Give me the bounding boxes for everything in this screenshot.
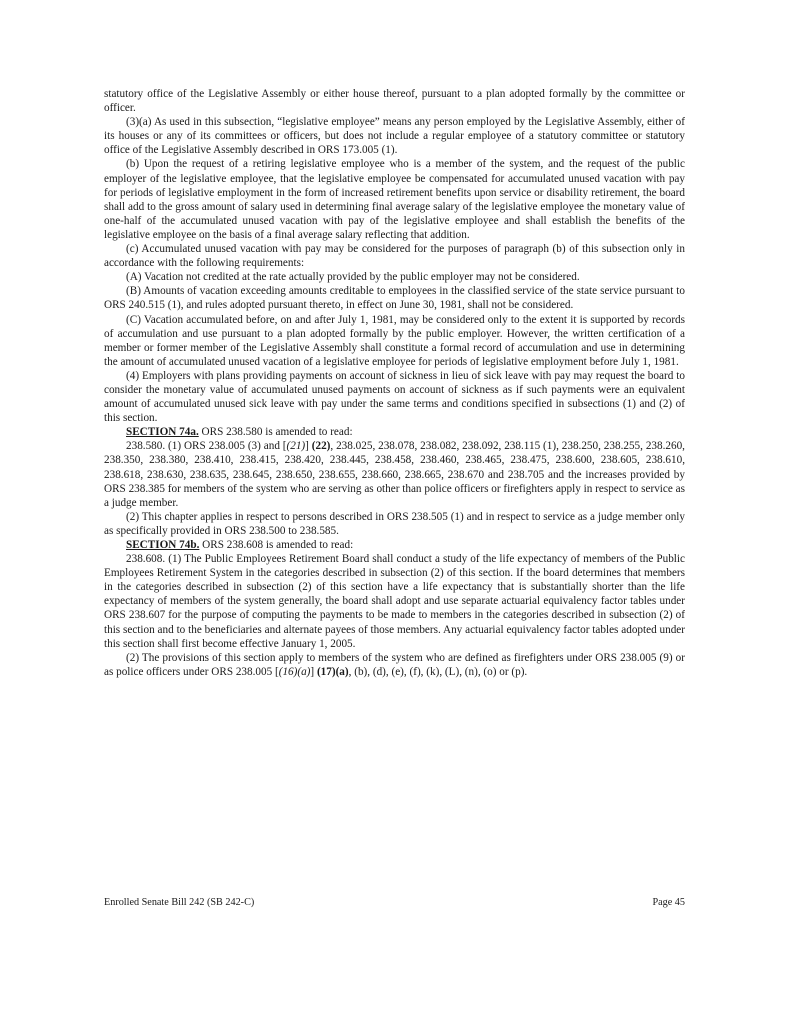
paragraph-continuation: statutory office of the Legislative Assembly or either house thereof, pursuant to a plan adopted formally by the committee or officer. — [104, 88, 685, 115]
text-run: ] — [305, 440, 312, 453]
paragraph-4: (4) Employers with plans providing payments on account of sickness in lieu of sick leave with pay may request the board to consider the monetary value of accumulated unused payments on account of sickness as if such payments were an equivalent amount of accumulated unused sick leave with pay under the same terms and conditions specified in subsections (1) and (2) of this section. — [104, 369, 685, 425]
paragraph-3c: (c) Accumulated unused vacation with pay may be considered for the purposes of paragraph (b) of this subsection only in accordance with the following requirements: — [104, 243, 685, 270]
paragraph-3b: (b) Upon the request of a retiring legislative employee who is a member of the system, and the request of the public employer of the legislative employee, that the legislative employee be compensated for accumulated unused vacation with pay for periods of legislative employment in the form of increased retirement benefits upon service or disability retirement, the board shall add to the gross amount of salary used in determining final average salary of the legislative employee the monetary value of one-half of the accumulated unused vacation with pay of the legislative employee and shall establish the benefits of the legislative employee on the basis of a final average salary reflecting that addition. — [104, 158, 685, 241]
deleted-text: (16)(a) — [278, 665, 311, 678]
page-number: Page 45 — [652, 897, 685, 908]
bill-identifier: Enrolled Senate Bill 242 (SB 242-C) — [104, 897, 255, 908]
text-run: , (b), (d), (e), (f), (k), (L), (n), (o) or (p). — [348, 665, 528, 678]
section-74a-intro-text: ORS 238.580 is amended to read: — [198, 426, 353, 439]
text-run: 238.580. (1) ORS 238.005 (3) and [ — [126, 440, 287, 453]
paragraph-3c-A: (A) Vacation not credited at the rate actually provided by the public employer may not be considered. — [126, 271, 580, 284]
section-74a-heading: SECTION 74a. — [126, 426, 199, 439]
paragraph-3c-C: (C) Vacation accumulated before, on and after July 1, 1981, may be considered only to the extent it is supported by records of accumulation and use pursuant to a plan adopted formally by the public employer. However, the written certification of a member or former member of the Legislative Assembly shall constitute a formal record of accumulation and use in determining the amount of accumulated unused vacation of a legislative employee for periods of legislative employment before July 1, 1981. — [104, 313, 685, 368]
text-run: ] — [310, 665, 317, 678]
added-text: (22) — [311, 440, 331, 453]
ors-238-580-subsection-1 — [104, 439, 685, 509]
section-74b-heading: SECTION 74b. — [126, 539, 200, 551]
bill-body — [104, 87, 685, 679]
section-74a-intro — [104, 425, 685, 439]
ors-238-608-subsection-2 — [104, 651, 685, 679]
paragraph-3c-B: (B) Amounts of vacation exceeding amounts creditable to employees in the classified service of the state service pursuant to ORS 240.515 (1), and rules adopted pursuant thereto, in effect on June 30, 1981, shall not be considered. — [104, 285, 685, 312]
paragraph-3a: (3)(a) As used in this subsection, “legislative employee” means any person employed by the Legislative Assembly, either of its houses or any of its committees or officers, but does not include a regular employee of a statutory committee or statutory office of the Legislative Assembly described in ORS 173.005 (1). — [104, 116, 685, 157]
deleted-text: (21) — [286, 440, 306, 453]
ors-238-608-subsection-1: 238.608. (1) The Public Employees Retirement Board shall conduct a study of the life expectancy of members of the Public Employees Retirement System in the categories described in subsection (2) of this section. If the board determines that members in the categories described in subsection (2) of this section have a life expectancy that is substantially shorter than the life expectancy of members of the system generally, the board shall adopt and use separate actuarial equivalency factor tables under ORS 238.607 for the purpose of computing the payments to be made to members in the categories described in subsection (2) of this section and to the beneficiaries and alternate payees of those members. Any actuarial equivalency factor tables adopted under this section shall first become effective January 1, 2005. — [104, 553, 685, 650]
ors-238-580-subsection-2: (2) This chapter applies in respect to persons described in ORS 238.505 (1) and in respect to service as a judge member only as specifically provided in ORS 238.500 to 238.585. — [104, 510, 685, 537]
section-74b-intro-text: ORS 238.608 is amended to read: — [199, 539, 354, 551]
added-text: (17)(a) — [316, 665, 349, 678]
section-74b-intro — [104, 538, 685, 552]
text-run: (2) The provisions of this section apply to members of the system who are defined as firefighters under ORS 238.005 (9) or as police officers under ORS 238.005 [ — [104, 651, 685, 678]
text-run: , 238.025, 238.078, 238.082, 238.092, 238.115 (1), 238.250, 238.255, 238.260, 238.350, 238.380, 238.410, 238.415, 238.420, 238.445, 238.458, 238.460, 238.465, 238.475, 238.600, 238.605, 238.610, 238.618, 238.630, 238.635, 238.645, 238.650, 238.655, 238.660, 238.665, 238.670 and 238.705 and the increases provided by ORS 238.385 for members of the system who are serving as other than police officers or firefighters apply in respect to service as a judge member. — [104, 440, 685, 509]
